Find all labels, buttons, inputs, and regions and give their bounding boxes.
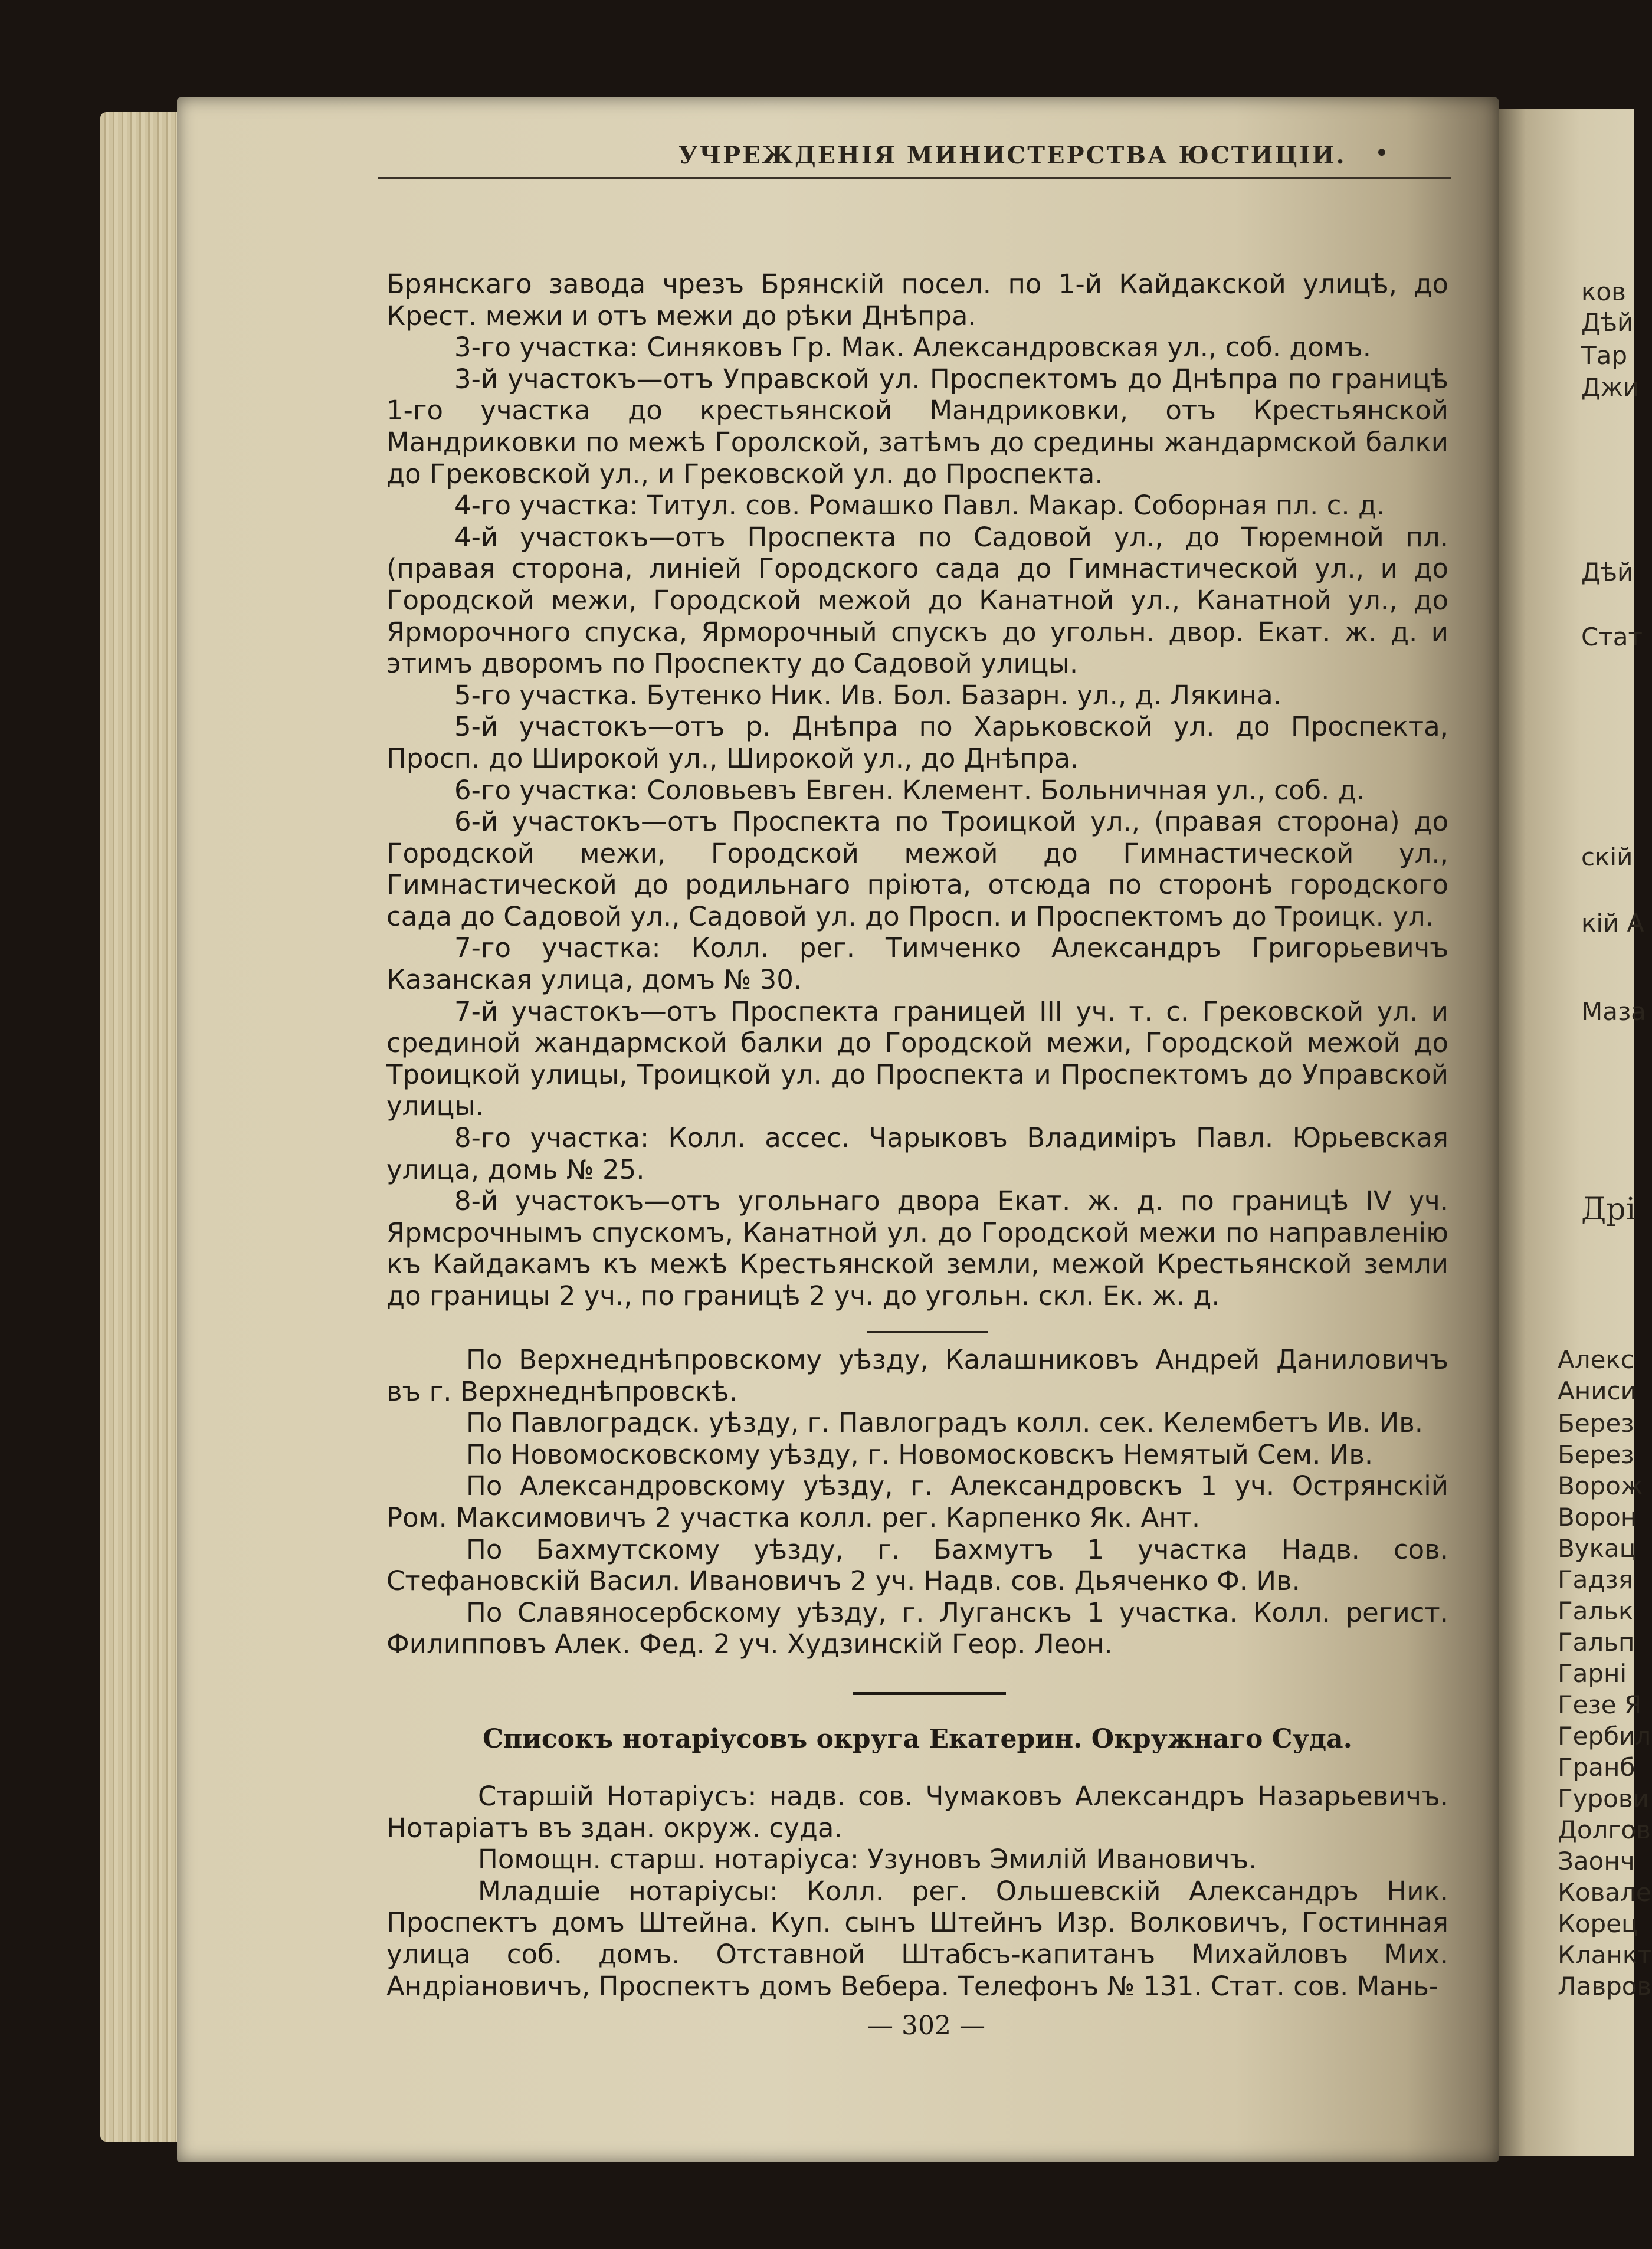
paragraph: 6-го участка: Соловьевъ Евген. Клемент. Больничная ул., соб. д. <box>454 774 1365 806</box>
paragraph: По Бахмутскому уѣзду, г. Бахмутъ 1 участка Надв. сов. Стефановскій Васил. Ивановичъ 2 уч. Надв. сов. Дьяченко Ф. Ив. <box>386 1533 1448 1597</box>
paragraph: 5-й участокъ—отъ р. Днѣпра по Харьковской ул. до Проспекта, Просп. до Широкой ул., Широкой ул., до Днѣпра. <box>386 711 1448 774</box>
right-page-text-fragment: Вукац <box>1558 1534 1637 1563</box>
paragraph: По Верхнеднѣпровскому уѣзду, Калашниковъ Андрей Даниловичъ въ г. Верхнеднѣпровскѣ. <box>386 1344 1448 1407</box>
paragraph: 3-го участка: Синяковъ Гр. Мак. Александровская ул., соб. домъ. <box>454 332 1371 363</box>
paragraph: 8-й участокъ—отъ угольнаго двора Екат. ж. д. по границѣ IV уч. Ярмсрочнымъ спускомъ, Канатной ул. до Городской межи по направленію къ Кайдакамъ къ межѣ Крестьянской земли, межой Крестьянской земли до границы 2 уч., по границѣ 2 уч. до угольн. скл. Ек. ж. д. <box>386 1185 1448 1312</box>
paragraph: Младшіе нотаріусы: Колл. рег. Ольшевскій Александръ Ник. Проспектъ домъ Штейна. Куп. сынъ Штейнъ Изр. Волковичъ, Гостинная улица соб. домъ. Отставной Штабсъ-капитанъ Михайловъ Мих. Андріановичъ, Проспектъ домъ Вебера. Телефонъ № 131. Стат. сов. Мань- <box>386 1875 1448 2002</box>
right-page-text-fragment: Гранб <box>1558 1753 1635 1782</box>
right-page-text-fragment: Заонч <box>1558 1847 1635 1876</box>
right-page-text-fragment: Джи <box>1581 373 1639 402</box>
right-page-fragment <box>1499 109 1652 2156</box>
section-title: Списокъ нотаріусовъ округа Екатерин. Окружнаго Суда. <box>483 1724 1352 1754</box>
right-page-text-fragment: Тар <box>1581 341 1628 370</box>
separator-short <box>867 1331 988 1333</box>
right-page-text-fragment: Маза <box>1581 997 1647 1026</box>
paragraph: По Александровскому уѣзду, г. Александровскъ 1 уч. Острянскій Ром. Максимовичъ 2 участка колл. рег. Карпенко Як. Ант. <box>386 1470 1448 1533</box>
right-page-text-fragment: Гербил <box>1558 1722 1651 1750</box>
right-page-text-fragment: Дрі <box>1581 1192 1636 1227</box>
paragraph: 8-го участка: Колл. ассес. Чарыковъ Владиміръ Павл. Юрьевская улица, домь № 25. <box>386 1122 1448 1185</box>
separator-bold <box>853 1692 1006 1695</box>
right-page-text-fragment: Корец <box>1558 1909 1638 1938</box>
paragraph: 7-го участка: Колл. рег. Тимченко Александръ Григорьевичъ Казанская улица, домъ № 30. <box>386 932 1448 996</box>
right-page-text-fragment: Гарні <box>1558 1659 1627 1688</box>
right-page-text-fragment: Гальп <box>1558 1628 1635 1657</box>
paragraph: 3-й участокъ—отъ Управской ул. Проспектомъ до Днѣпра по границѣ 1-го участка до крестьянской Мандриковки, отъ Крестьянской Мандриковки по межѣ Горолской, затѣмъ до средины жандармской балки до Грековской ул., и Грековской ул. до Проспекта. <box>386 363 1448 490</box>
right-page-text-fragment: Лавров <box>1558 1972 1652 2001</box>
body-text <box>386 268 1448 1312</box>
paragraph: 6-й участокъ—отъ Проспекта по Троицкой ул., (правая сторона) до Городской межи, Городской межой до Гимнастической ул., Гимнастической до родильнаго пріюта, отсюда по сторонѣ городского сада до Садовой ул., Садовой ул. до Просп. и Проспектомъ до Троицк. ул. <box>386 806 1448 932</box>
paragraph: По Новомосковскому уѣзду, г. Новомосковскъ Немятый Сем. Ив. <box>466 1438 1374 1470</box>
paragraph: Помощн. старш. нотаріуса: Узуновъ Эмилій Ивановичъ. <box>478 1844 1257 1876</box>
right-page-text-fragment: Берез <box>1558 1409 1634 1438</box>
right-page-text-fragment: Гальк <box>1558 1596 1634 1625</box>
paragraph: 7-й участокъ—отъ Проспекта границей III уч. т. с. Грековской ул. и срединой жандармской балки до Городской межи, Городской межой до Троицкой улицы, Троицкой ул. до Проспекта и Проспектомъ до Управской улицы. <box>386 995 1448 1122</box>
right-page-text-fragment: Берез <box>1558 1440 1634 1469</box>
body-text-uezdy <box>386 1344 1448 1660</box>
right-page-text-fragment: Гадзя <box>1558 1565 1633 1594</box>
right-page-text-fragment: Гезе Я <box>1558 1690 1642 1719</box>
right-page-text-fragment: кій А <box>1581 909 1644 937</box>
paragraph: По Славяносербскому уѣзду, г. Луганскъ 1 участка. Колл. регист. Филипповъ Алек. Фед. 2 уч. Худзинскій Геор. Леон. <box>386 1596 1448 1660</box>
right-page-text-fragment: Ворон <box>1558 1503 1637 1532</box>
paragraph: 4-й участокъ—отъ Проспекта по Садовой ул., до Тюремной пл. (правая сторона, линіей Городского сада до Гимнастической ул., и до Городской межи, Городской межой до Канатной ул., Канатной ул., до Ярморочного спуска, Ярморочный спускъ до угольн. двор. Екат. ж. д. и этимъ дворомъ по Проспекту до Садовой улицы. <box>386 521 1448 680</box>
paragraph: По Павлоградск. уѣзду, г. Павлоградъ колл. сек. Келембетъ Ив. Ив. <box>466 1407 1424 1439</box>
page-number: — 302 — <box>867 2011 985 2041</box>
right-page-text-fragment: Дѣй <box>1581 308 1634 337</box>
right-page-text-fragment: Аниси <box>1558 1376 1637 1405</box>
right-page-text-fragment: Кланкт <box>1558 1940 1652 1969</box>
right-page-text-fragment: Ворож <box>1558 1471 1643 1500</box>
right-page-text-fragment: Стат <box>1581 622 1643 651</box>
header-title: УЧРЕЖДЕНІЯ МИНИСТЕРСТВА ЮСТИЦІИ. <box>678 142 1346 169</box>
right-page-text-fragment: Гурови <box>1558 1784 1649 1813</box>
right-page-text-fragment: ков <box>1581 277 1626 306</box>
header-rule-top <box>378 177 1451 179</box>
paragraph: Старшій Нотаріусъ: надв. сов. Чумаковъ Александръ Назарьевичъ. Нотаріатъ въ здан. окруж. суда. <box>386 1781 1448 1844</box>
paragraph: Брянскаго завода чрезъ Брянскій посел. по 1-й Кайдакской улицѣ, до Крест. межи и отъ межи до рѣки Днѣпра. <box>386 268 1448 332</box>
header-mark: • <box>1375 140 1389 167</box>
right-page-text-fragment: Долгов <box>1558 1815 1651 1844</box>
right-page-text-fragment: Алекс <box>1558 1345 1634 1374</box>
running-header <box>378 137 1451 178</box>
right-page-text-fragment: Дѣй <box>1581 558 1634 586</box>
body-text-notaries <box>386 1781 1448 2002</box>
paragraph: 4-го участка: Титул. сов. Ромашко Павл. Макар. Соборная пл. с. д. <box>454 490 1385 522</box>
right-page-text-fragment: Ковале <box>1558 1878 1651 1907</box>
right-page-text-fragment: скій <box>1581 842 1633 871</box>
paragraph: 5-го участка. Бутенко Ник. Ив. Бол. Базарн. ул., д. Лякина. <box>454 679 1281 711</box>
